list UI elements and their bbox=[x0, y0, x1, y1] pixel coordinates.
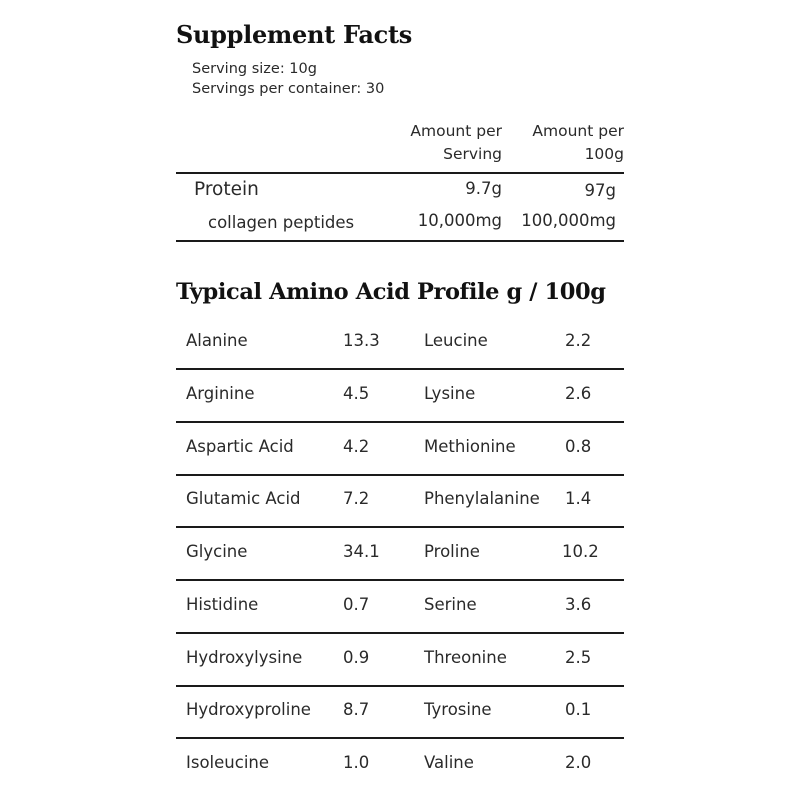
amino-value: 7.2 bbox=[343, 489, 370, 508]
amino-value: 1.0 bbox=[343, 753, 370, 772]
divider bbox=[176, 172, 624, 174]
amino-name: Glycine bbox=[186, 542, 248, 561]
column-header-per-serving: Amount per Serving bbox=[410, 122, 502, 163]
row-divider bbox=[176, 421, 624, 423]
amino-value: 13.3 bbox=[343, 331, 380, 350]
amino-name: Methionine bbox=[424, 437, 516, 456]
amino-row bbox=[176, 648, 624, 701]
amino-name: Valine bbox=[424, 753, 474, 772]
amino-name: Arginine bbox=[186, 384, 255, 403]
amino-row bbox=[176, 595, 624, 648]
amino-name: Hydroxylysine bbox=[186, 648, 303, 667]
amino-value: 4.5 bbox=[343, 384, 370, 403]
row-divider bbox=[176, 737, 624, 739]
nutrient-per-100g: 97g bbox=[584, 181, 616, 200]
nutrient-label: Protein bbox=[194, 179, 259, 200]
amino-row bbox=[176, 700, 624, 753]
row-divider bbox=[176, 632, 624, 634]
amino-name: Phenylalanine bbox=[424, 489, 540, 508]
amino-value: 34.1 bbox=[343, 542, 380, 561]
amino-row bbox=[176, 542, 624, 595]
amino-name: Tyrosine bbox=[424, 700, 492, 719]
amino-row bbox=[176, 437, 624, 490]
amino-value: 0.8 bbox=[565, 437, 592, 456]
row-divider bbox=[176, 526, 624, 528]
serving-size: Serving size: 10g bbox=[192, 61, 317, 77]
amino-name: Aspartic Acid bbox=[186, 437, 294, 456]
row-divider bbox=[176, 474, 624, 476]
divider bbox=[176, 240, 624, 242]
servings-per-container: Servings per container: 30 bbox=[192, 81, 385, 97]
nutrient-per-serving: 10,000mg bbox=[417, 211, 502, 230]
amino-value: 2.0 bbox=[565, 753, 592, 772]
amino-row bbox=[176, 384, 624, 437]
amino-name: Serine bbox=[424, 595, 477, 614]
supplement-facts-title: Supplement Facts bbox=[176, 20, 412, 49]
amino-value: 4.2 bbox=[343, 437, 370, 456]
amino-name: Isoleucine bbox=[186, 753, 270, 772]
amino-name: Histidine bbox=[186, 595, 259, 614]
amino-name: Threonine bbox=[424, 648, 507, 667]
amino-value: 0.1 bbox=[565, 700, 592, 719]
amino-value: 1.4 bbox=[565, 489, 592, 508]
nutrient-label: collagen peptides bbox=[208, 213, 355, 232]
amino-value: 0.9 bbox=[343, 648, 370, 667]
amino-value: 2.2 bbox=[565, 331, 592, 350]
amino-value: 8.7 bbox=[343, 700, 370, 719]
row-divider bbox=[176, 685, 624, 687]
amino-row bbox=[176, 489, 624, 542]
amino-name: Leucine bbox=[424, 331, 488, 350]
row-divider bbox=[176, 579, 624, 581]
amino-value: 2.6 bbox=[565, 384, 592, 403]
row-divider bbox=[176, 368, 624, 370]
amino-value: 10.2 bbox=[562, 542, 599, 561]
amino-value: 2.5 bbox=[565, 648, 592, 667]
amino-value: 3.6 bbox=[565, 595, 592, 614]
amino-name: Lysine bbox=[424, 384, 476, 403]
amino-profile-title: Typical Amino Acid Profile g / 100g bbox=[176, 279, 606, 305]
amino-row bbox=[176, 753, 624, 806]
amino-value: 0.7 bbox=[343, 595, 370, 614]
nutrient-per-serving: 9.7g bbox=[465, 179, 502, 198]
amino-row bbox=[176, 331, 624, 384]
amino-name: Proline bbox=[424, 542, 480, 561]
nutrient-per-100g: 100,000mg bbox=[521, 211, 616, 230]
amino-name: Alanine bbox=[186, 331, 248, 350]
column-header-per-100g: Amount per 100g bbox=[532, 122, 624, 163]
amino-name: Hydroxyproline bbox=[186, 700, 311, 719]
amino-name: Glutamic Acid bbox=[186, 489, 301, 508]
